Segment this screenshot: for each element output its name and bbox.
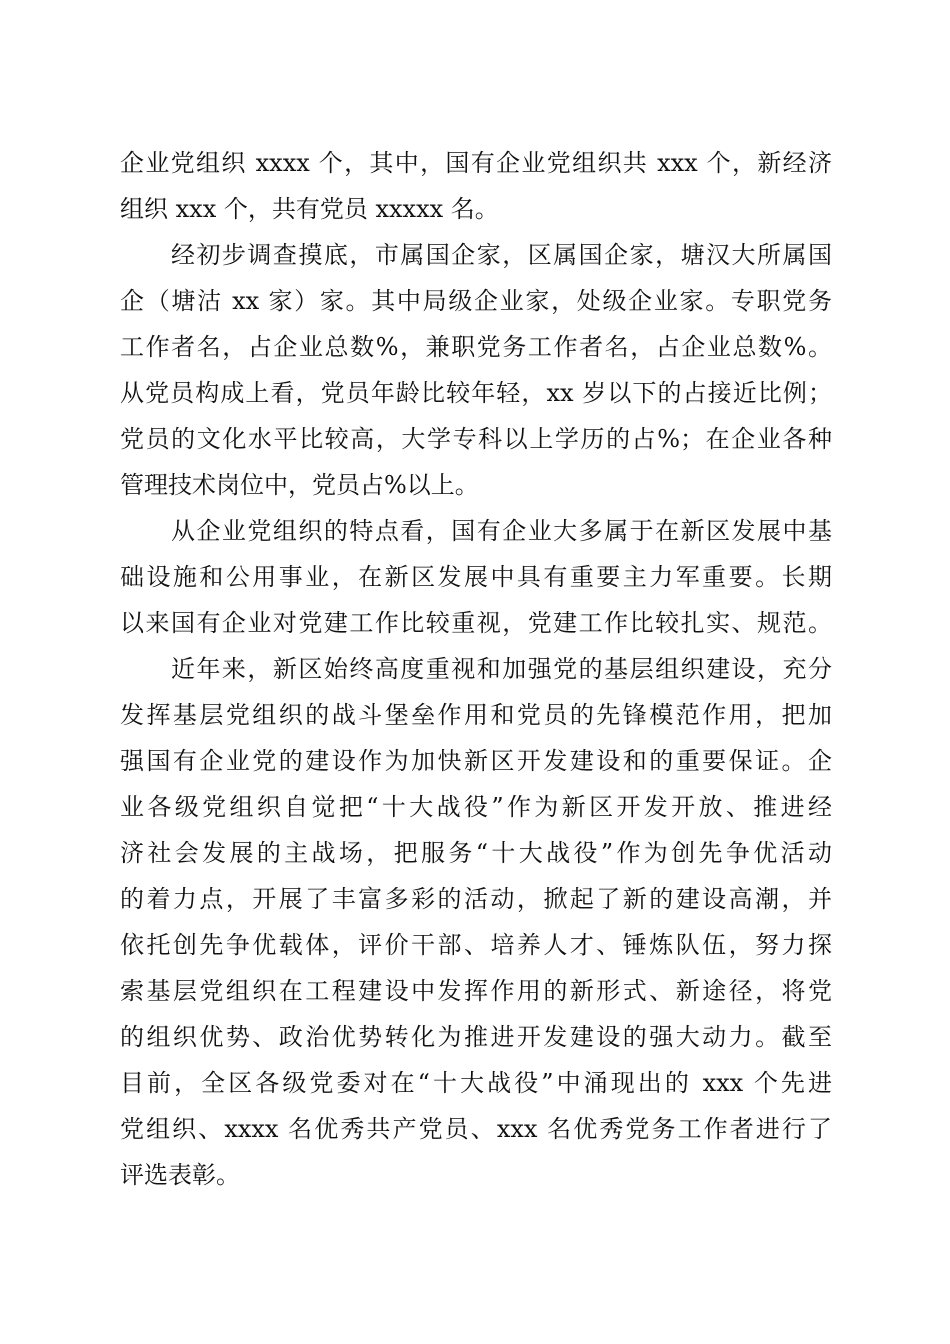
text-line: 从党员构成上看，党员年龄比较年轻，xx 岁以下的占接近比例； bbox=[120, 379, 832, 407]
text-line: 索基层党组织在工程建设中发挥作用的新形式、新途径，将党 bbox=[120, 977, 832, 1005]
text-line: 济社会发展的主战场，把服务“十大战役”作为创先争优活动 bbox=[120, 839, 832, 867]
text-line: 目前，全区各级党委对在“十大战役”中涌现出的 xxx 个先进 bbox=[120, 1069, 832, 1097]
text-line: 党组织、xxxx 名优秀共产党员、xxx 名优秀党务工作者进行了 bbox=[120, 1115, 832, 1143]
text-line: 础设施和公用事业，在新区发展中具有重要主力军重要。长期 bbox=[120, 563, 832, 591]
text-line: 以来国有企业对党建工作比较重视，党建工作比较扎实、规范。 bbox=[120, 609, 832, 637]
text-line: 的着力点，开展了丰富多彩的活动，掀起了新的建设高潮，并 bbox=[120, 885, 832, 913]
text-line: 评选表彰。 bbox=[120, 1161, 240, 1189]
text-line: 依托创先争优载体，评价干部、培养人才、锤炼队伍，努力探 bbox=[120, 931, 832, 959]
text-line: 发挥基层党组织的战斗堡垒作用和党员的先锋模范作用，把加 bbox=[120, 701, 832, 729]
text-line: 企业党组织 xxxx 个，其中，国有企业党组织共 xxx 个，新经济 bbox=[120, 149, 832, 177]
text-line: 从企业党组织的特点看，国有企业大多属于在新区发展中基 bbox=[120, 517, 832, 545]
text-line: 近年来，新区始终高度重视和加强党的基层组织建设，充分 bbox=[120, 655, 832, 683]
text-line: 的组织优势、政治优势转化为推进开发建设的强大动力。截至 bbox=[120, 1023, 832, 1051]
text-line: 经初步调查摸底，市属国企家，区属国企家，塘汉大所属国 bbox=[120, 241, 832, 269]
text-line: 党员的文化水平比较高，大学专科以上学历的占%；在企业各种 bbox=[120, 425, 832, 453]
text-line: 企（塘沽 xx 家）家。其中局级企业家，处级企业家。专职党务 bbox=[120, 287, 832, 315]
text-line: 组织 xxx 个，共有党员 xxxxx 名。 bbox=[120, 195, 499, 223]
text-line: 工作者名，占企业总数%，兼职党务工作者名，占企业总数%。 bbox=[120, 333, 832, 361]
text-line: 业各级党组织自觉把“十大战役”作为新区开发开放、推进经 bbox=[120, 793, 832, 821]
text-line: 强国有企业党的建设作为加快新区开发建设和的重要保证。企 bbox=[120, 747, 832, 775]
text-line: 管理技术岗位中，党员占%以上。 bbox=[120, 471, 479, 499]
